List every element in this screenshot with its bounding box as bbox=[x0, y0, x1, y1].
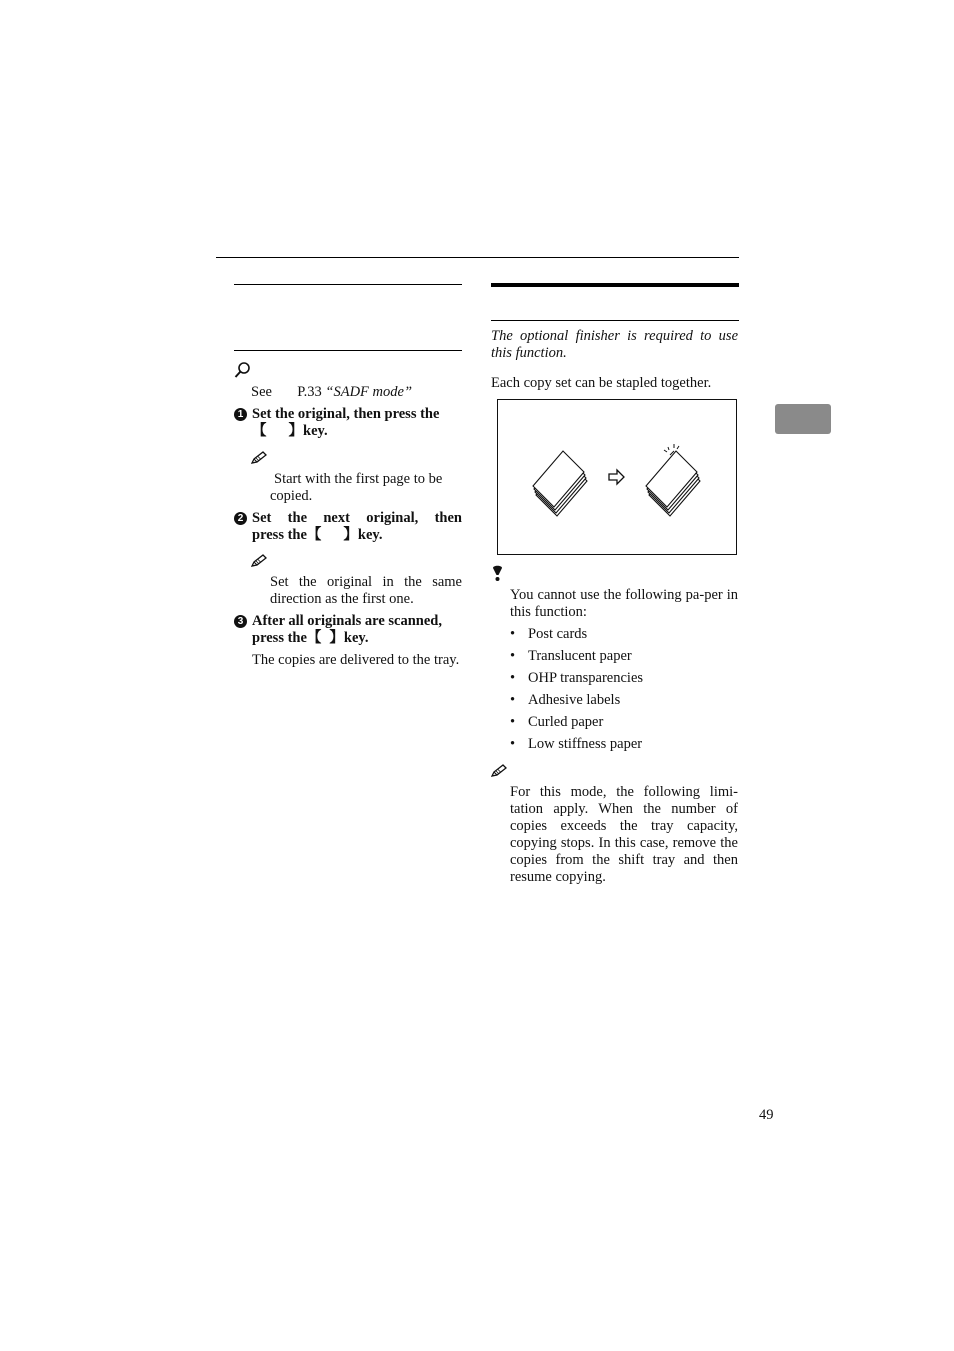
list-item: • Low stiffness paper bbox=[510, 736, 643, 752]
pencil-icon bbox=[491, 764, 508, 778]
requirement-note: The optional finisher is required to use this function. bbox=[491, 328, 738, 361]
list-item: • OHP transparencies bbox=[510, 670, 644, 686]
unstapled-stack-icon bbox=[533, 451, 587, 516]
header-rule bbox=[216, 257, 739, 258]
list-item-text: Post cards bbox=[528, 626, 588, 642]
finisher-note: For this mode, the following limi-tation apply. When the number of copies exceeds the tray capacity, copying stops. In this case, remove the copies from the shift tray and then resume copying. bbox=[510, 784, 738, 885]
step-1-bracket-open: 【 bbox=[252, 423, 267, 439]
exclamation-icon bbox=[491, 564, 504, 582]
list-item-text: OHP transparencies bbox=[528, 670, 644, 686]
step-1-number: 1 bbox=[234, 408, 247, 421]
page-number: 49 bbox=[759, 1107, 774, 1123]
stapled-stack-icon bbox=[646, 451, 700, 516]
result-text: The copies are delivered to the tray. bbox=[252, 652, 460, 668]
list-item: • Curled paper bbox=[510, 714, 604, 730]
arrow-right-icon bbox=[609, 470, 624, 484]
pencil-icon bbox=[251, 554, 268, 568]
list-item: • Post cards bbox=[510, 626, 588, 642]
reference-page: P.33 bbox=[297, 384, 322, 400]
left-column-top-rule bbox=[234, 284, 462, 285]
magnifier-icon bbox=[234, 361, 252, 379]
right-column-subheading-rule bbox=[491, 320, 739, 321]
right-column-heading-bar bbox=[491, 283, 739, 287]
step-2-number: 2 bbox=[234, 512, 247, 525]
staple-illustration-drawing bbox=[498, 400, 736, 554]
step-1-line-1: Set the original, then press the bbox=[252, 406, 440, 422]
step-2-key-label: 】key. bbox=[343, 527, 383, 543]
step-3-line-1: After all originals are scanned, bbox=[252, 613, 442, 629]
note-2-text: Set the original in the same direction as the first one. bbox=[270, 574, 462, 607]
step-2-line-1: Set the next original, then bbox=[252, 510, 462, 526]
left-column-section-rule bbox=[234, 350, 462, 351]
step-2-press-the: press the【 bbox=[252, 527, 322, 543]
step-2-text bbox=[252, 510, 462, 544]
reference-title: “SADF mode” bbox=[325, 384, 413, 400]
list-item: • Translucent paper bbox=[510, 648, 632, 664]
step-3-key-label: 】key. bbox=[329, 630, 369, 646]
note-1-text: Start with the first page to be copied. bbox=[270, 471, 443, 504]
reference-see: See bbox=[251, 384, 272, 400]
chapter-tab-marker bbox=[775, 404, 831, 434]
list-item: • Adhesive labels bbox=[510, 692, 621, 708]
step-3-text bbox=[252, 613, 462, 647]
list-item-text: Adhesive labels bbox=[528, 692, 621, 708]
list-item-text: Translucent paper bbox=[528, 648, 632, 664]
list-item-text: Low stiffness paper bbox=[528, 736, 643, 752]
pencil-icon bbox=[251, 451, 268, 465]
step-3-press-the: press the【 bbox=[252, 630, 322, 646]
step-3-number: 3 bbox=[234, 615, 247, 628]
intro-text: Each copy set can be stapled together. bbox=[491, 375, 712, 391]
list-item-text: Curled paper bbox=[528, 714, 604, 730]
step-1-key-label: 】key. bbox=[288, 423, 328, 439]
reference-line bbox=[251, 384, 462, 401]
step-1-text bbox=[252, 406, 462, 440]
limitation-intro: You cannot use the following pa-per in this function: bbox=[510, 587, 738, 620]
staple-illustration bbox=[497, 399, 737, 555]
